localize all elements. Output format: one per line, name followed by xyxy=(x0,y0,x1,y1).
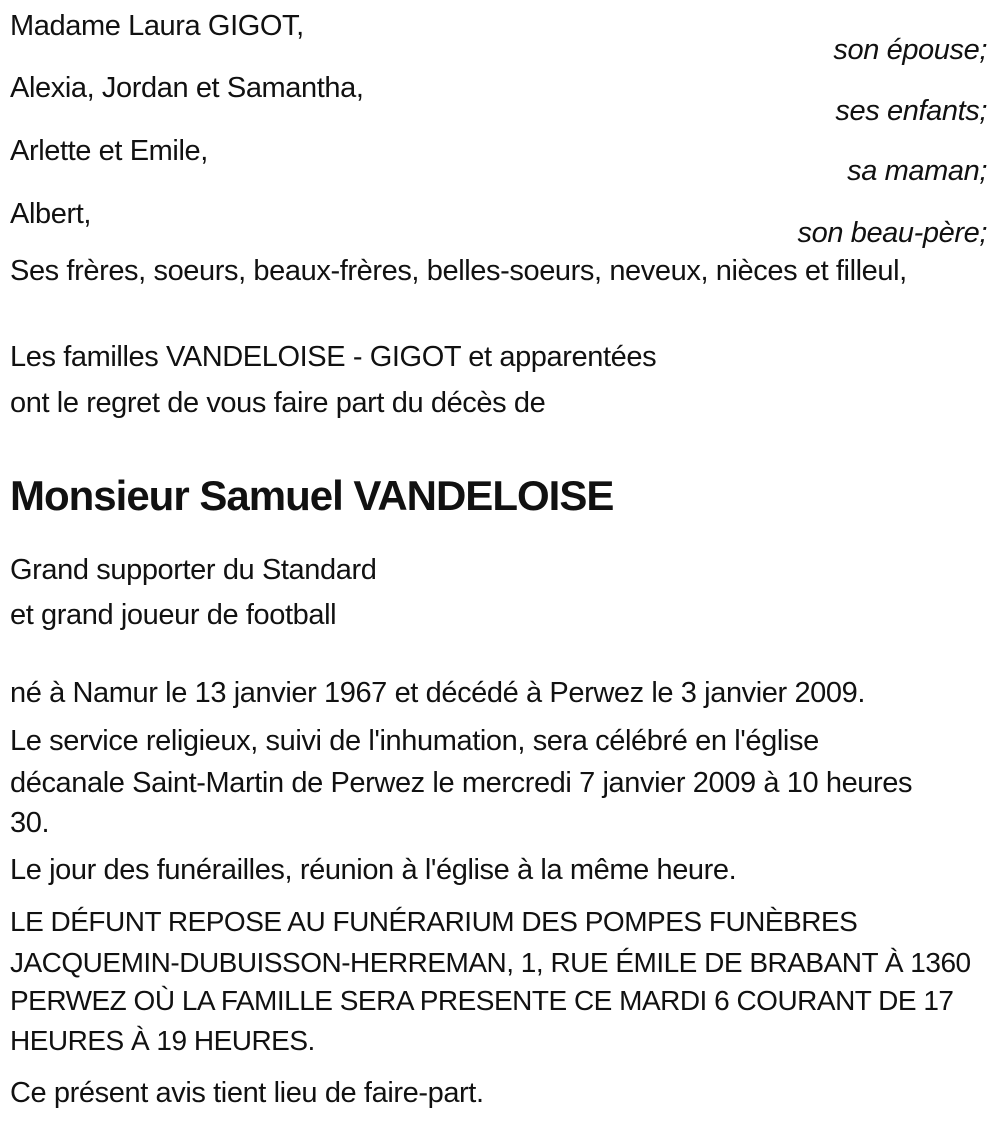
repose-line: PERWEZ OÙ LA FAMILLE SERA PRESENTE CE MARDI 6 COURANT DE 17 xyxy=(10,985,954,1016)
tribute-line: et grand joueur de football xyxy=(10,599,337,631)
service-line: décanale Saint-Martin de Perwez le mercredi 7 janvier 2009 à 10 heures xyxy=(10,767,913,799)
repose-line: JACQUEMIN-DUBUISSON-HERREMAN, 1, RUE ÉMILE DE BRABANT À 1360 xyxy=(10,947,971,978)
relative-relation-label: son épouse; xyxy=(833,34,987,66)
other-relatives-line: Ses frères, soeurs, beaux-frères, belles-soeurs, neveux, nièces et filleul, xyxy=(10,255,907,287)
relative-names-line: Albert, xyxy=(10,198,92,230)
relative-relation-label: ses enfants; xyxy=(835,95,987,127)
relative-names-line: Arlette et Emile, xyxy=(10,135,208,167)
repose-line: LE DÉFUNT REPOSE AU FUNÉRARIUM DES POMPES FUNÈBRES xyxy=(10,906,858,937)
service-line: Le service religieux, suivi de l'inhumation, sera célébré en l'église xyxy=(10,725,819,757)
relative-names-line: Alexia, Jordan et Samantha, xyxy=(10,72,364,104)
repose-line: HEURES À 19 HEURES. xyxy=(10,1025,315,1056)
announcement-line: ont le regret de vous faire part du décès de xyxy=(10,387,546,419)
service-line: 30. xyxy=(10,807,50,839)
relative-relation-label: son beau-père; xyxy=(797,217,987,249)
funeral-day-line: Le jour des funérailles, réunion à l'église à la même heure. xyxy=(10,854,737,886)
relative-relation-label: sa maman; xyxy=(847,155,987,187)
tribute-line: Grand supporter du Standard xyxy=(10,554,377,586)
deceased-name-title: Monsieur Samuel VANDELOISE xyxy=(10,472,614,519)
life-dates-line: né à Namur le 13 janvier 1967 et décédé à Perwez le 3 janvier 2009. xyxy=(10,677,866,709)
closing-line: Ce présent avis tient lieu de faire-part. xyxy=(10,1077,484,1109)
families-line: Les familles VANDELOISE - GIGOT et apparentées xyxy=(10,341,657,373)
relative-names-line: Madame Laura GIGOT, xyxy=(10,10,304,42)
